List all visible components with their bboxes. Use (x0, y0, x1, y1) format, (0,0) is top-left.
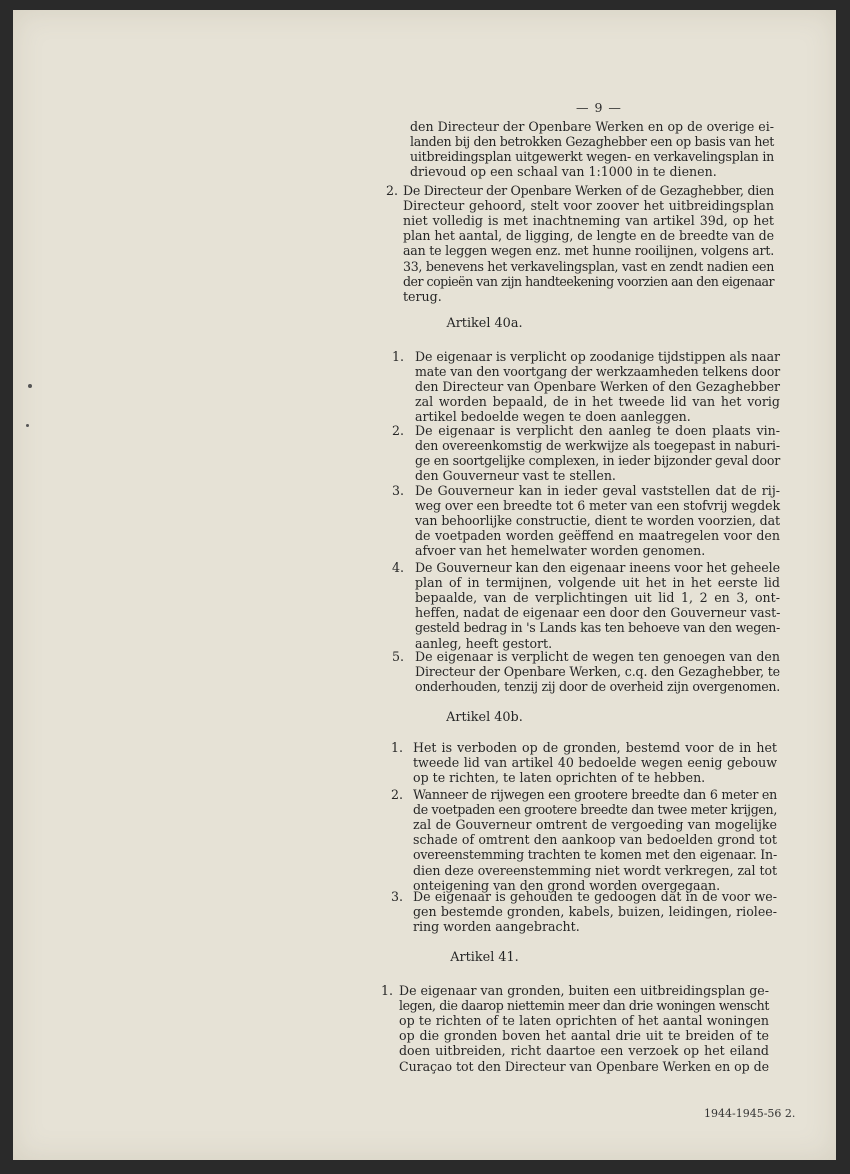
text-line: Directeur der Openbare Werken, c.q. den Gezaghebber, te (415, 664, 780, 680)
clause-number: 4. (392, 560, 405, 575)
text-line: ge en soortgelijke complexen, in ieder bijzonder geval door (415, 453, 780, 469)
text-line: aanleg, heeft gestort. (415, 635, 553, 651)
text-line: De eigenaar is verplicht de wegen ten genoegen van den (415, 649, 780, 664)
text-line: Het is verboden op de gronden, bestemd voor de in het (413, 740, 777, 755)
text-line: aan te leggen wegen enz. met hunne rooilijnen, volgens art. (403, 243, 774, 259)
clause-number: 2. (391, 787, 404, 802)
clause-number: 1. (381, 983, 394, 998)
clause-number: 2. (386, 183, 399, 198)
text-line: uitbreidingsplan uitgewerkt wegen- en verkavelingsplan in (410, 149, 774, 165)
text-line: Curaçao tot den Directeur van Openbare Werken en op de (399, 1058, 769, 1074)
text-line: den Gouverneur vast te stellen. (415, 468, 616, 484)
text-line: den Directeur der Openbare Werken en op de overige ei- (410, 119, 775, 134)
text-line: onderhouden, tenzij zij door de overheid zijn overgenomen. (415, 679, 780, 695)
text-line: niet volledig is met inachtneming van artikel 39d, op het (403, 213, 774, 229)
article-heading: Artikel 40b. (446, 710, 523, 725)
text-line: De Gouverneur kan in ieder geval vaststellen dat de rij- (415, 483, 780, 498)
text-line: schade of omtrent den aankoop van bedoelden grond tot (413, 832, 777, 848)
text-line: gen bestemde gronden, kabels, buizen, leidingen, rioleе- (413, 904, 777, 920)
text-line: De Gouverneur kan den eigenaar ineens voor het geheele (415, 560, 780, 575)
text-line: onteigening van den grond worden overgegaan. (413, 877, 721, 893)
text-line: op die gronden boven het aantal drie uit te breiden of te (399, 1028, 769, 1044)
text-line: dien deze overeenstemming niet wordt verkregen, zal tot (413, 862, 777, 878)
clause-number: 3. (391, 889, 404, 904)
text-line: terug. (403, 288, 442, 304)
text-line: zal de Gouverneur omtrent de vergoeding van mogelijke (413, 817, 777, 833)
text-line: plan het aantal, de ligging, de lengte en de breedte van de (403, 228, 774, 244)
text-line: De Directeur der Openbare Werken of de Gezaghebber, dien (403, 183, 774, 198)
clause-number: 5. (392, 649, 405, 664)
clause-number: 1. (391, 740, 404, 755)
text-line: Wanneer de rijwegen een grootere breedte dan 6 meter en (413, 787, 778, 802)
text-line: weg over een breedte tot 6 meter van een stofvrij wegdek (415, 498, 780, 514)
text-line: den overeenkomstig de werkwijze als toegepast in naburi- (415, 438, 780, 454)
text-line: legen, die daarop niettemin meer dan drie woningen wenscht (399, 998, 770, 1014)
text-line: op te richten of te laten oprichten of het aantal woningen (399, 1013, 769, 1029)
text-line: mate van den voortgang der werkzaamheden telkens door (415, 364, 780, 380)
text-line: 33, benevens het verkavelingsplan, vast en zendt nadien een (403, 258, 774, 274)
text-line: bepaalde, van de verplichtingen uit lid 1, 2 en 3, ont- (415, 590, 780, 606)
article-heading: Artikel 40a. (446, 316, 523, 331)
footer-code: 1944-1945-56 2. (704, 1107, 796, 1120)
text-line: zal worden bepaald, de in het tweede lid van het vorig (415, 394, 780, 410)
text-line: de voetpaden worden geëffend en maatregelen voor den (415, 528, 780, 544)
text-line: plan of in termijnen, volgende uit het in het eerste lid (415, 575, 780, 591)
text-line: de voetpaden een grootere breedte dan twee meter krijgen, (413, 802, 777, 818)
clause-number: 3. (392, 483, 405, 498)
text-line: De eigenaar van gronden, buiten een uitbreidingsplan ge- (399, 983, 769, 998)
text-line: drievoud op een schaal van 1:1000 in te dienen. (410, 164, 717, 180)
text-line: ring worden aangebracht. (413, 919, 580, 935)
document-page (13, 10, 836, 1160)
text-line: gesteld bedrag in 's Lands kas ten behoeve van den wegen- (415, 620, 780, 636)
text-line: afvoer van het hemelwater worden genomen. (415, 543, 706, 559)
text-line: De eigenaar is verplicht den aanleg te doen plaats vin- (415, 423, 780, 438)
text-line: overeenstemming trachten te komen met den eigenaar. In- (413, 847, 777, 863)
text-line: van behoorlijke constructie, dient te worden voorzien, dat (415, 513, 780, 529)
text-line: artikel bedoelde wegen te doen aanleggen. (415, 409, 691, 425)
text-line: op te richten, te laten oprichten of te hebben. (413, 770, 706, 786)
text-line: tweede lid van artikel 40 bedoelde wegen eenig gebouw (413, 755, 777, 771)
text-line: den Directeur van Openbare Werken of den Gezaghebber (415, 379, 780, 395)
article-heading: Artikel 41. (450, 950, 519, 965)
document-body (13, 10, 836, 1160)
text-line: De eigenaar is verplicht op zoodanige tijdstippen als naar (415, 349, 780, 364)
text-line: doen uitbreiden, richt daartoe een verzoek op het eiland (399, 1043, 769, 1059)
text-line: heffen, nadat de eigenaar een door den Gouverneur vast- (415, 605, 781, 621)
text-line: De eigenaar is gehouden te gedoogen dat in de voor we- (413, 889, 777, 904)
clause-number: 2. (392, 423, 405, 438)
text-line: landen bij den betrokken Gezaghebber een op basis van het (410, 134, 774, 150)
text-line: der copieën van zijn handteekening voorzien aan den eigenaar (403, 273, 774, 289)
clause-number: 1. (392, 349, 405, 364)
text-line: Directeur gehoord, stelt voor zoover het uitbreidingsplan (403, 198, 774, 214)
page-number: — 9 — (576, 100, 622, 115)
